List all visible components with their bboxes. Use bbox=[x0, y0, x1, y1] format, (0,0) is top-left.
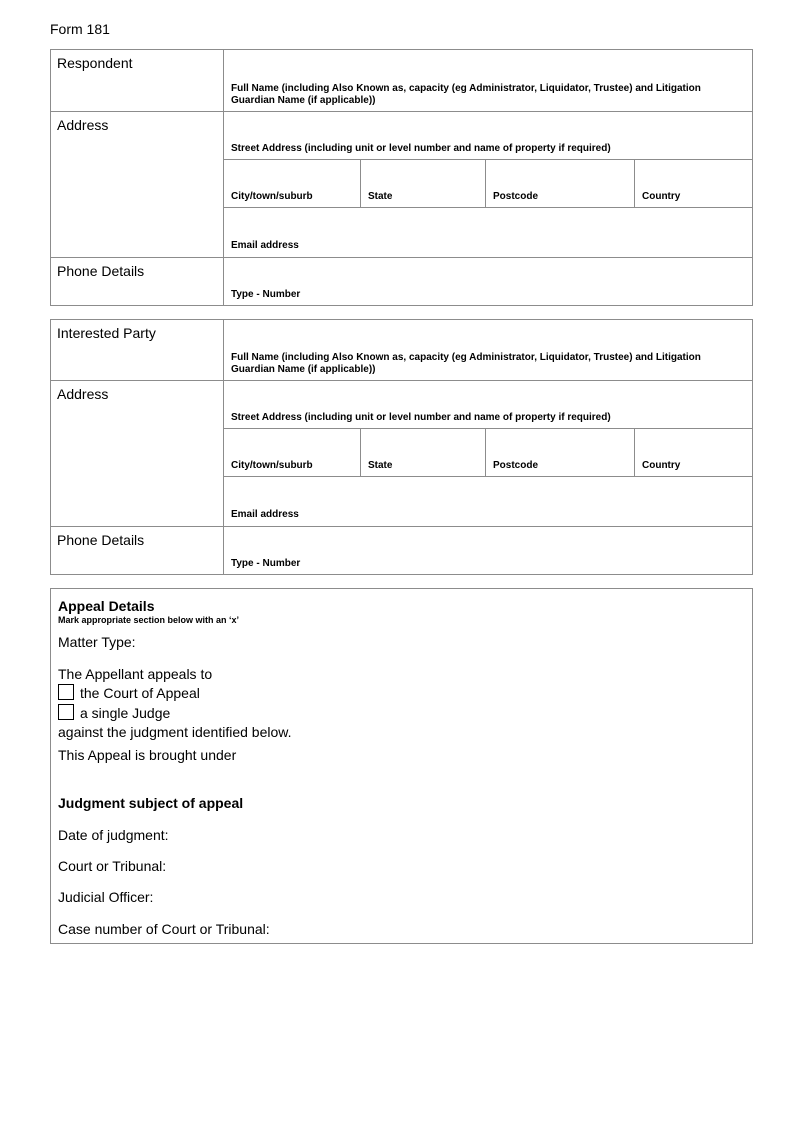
email-caption: Email address bbox=[231, 240, 299, 251]
matter-type-label[interactable]: Matter Type: bbox=[58, 634, 136, 650]
email-caption: Email address bbox=[231, 509, 299, 520]
interested-party-address-row bbox=[51, 381, 752, 527]
interested-party-name-row bbox=[51, 320, 752, 381]
postcode-field[interactable] bbox=[486, 429, 635, 476]
judicial-officer-label[interactable]: Judicial Officer: bbox=[58, 889, 154, 905]
state-caption: State bbox=[368, 460, 393, 471]
appeals-to-label: The Appellant appeals to bbox=[58, 666, 213, 682]
appeal-details-section bbox=[50, 588, 753, 944]
city-field[interactable] bbox=[224, 160, 361, 207]
postcode-field[interactable] bbox=[486, 160, 635, 207]
address-label: Address bbox=[51, 112, 224, 257]
single-judge-label: a single Judge bbox=[80, 705, 171, 721]
respondent-name-field[interactable] bbox=[224, 50, 752, 111]
city-field[interactable] bbox=[224, 429, 361, 476]
interested-party-name-field[interactable] bbox=[224, 320, 752, 380]
phone-caption: Type - Number bbox=[231, 289, 301, 300]
street-address-field[interactable] bbox=[224, 112, 752, 160]
brought-under-label[interactable]: This Appeal is brought under bbox=[58, 747, 237, 763]
street-address-field[interactable] bbox=[224, 381, 752, 429]
postcode-caption: Postcode bbox=[493, 191, 539, 202]
street-address-caption: Street Address (including unit or level number and name of property if required) bbox=[231, 143, 611, 154]
mark-instruction: Mark appropriate section below with an ‘x’ bbox=[58, 615, 240, 625]
full-name-caption: Full Name (including Also Known as, capacity (eg Administrator, Liquidator, Trustee) and Litigation Guardian Name (if applicable)) bbox=[231, 83, 701, 106]
respondent-label: Respondent bbox=[51, 50, 224, 111]
form-number: Form 181 bbox=[50, 21, 110, 37]
state-caption: State bbox=[368, 191, 393, 202]
respondent-name-row bbox=[51, 50, 752, 112]
full-name-caption: Full Name (including Also Known as, capacity (eg Administrator, Liquidator, Trustee) and Litigation Guardian Name (if applicable)) bbox=[231, 352, 701, 375]
phone-caption: Type - Number bbox=[231, 558, 301, 569]
city-caption: City/town/suburb bbox=[231, 191, 313, 202]
email-field[interactable] bbox=[224, 477, 752, 525]
email-field[interactable] bbox=[224, 208, 752, 256]
phone-label: Phone Details bbox=[51, 527, 224, 574]
phone-label: Phone Details bbox=[51, 258, 224, 305]
state-field[interactable] bbox=[361, 160, 486, 207]
appeal-details-heading: Appeal Details bbox=[58, 598, 155, 614]
respondent-section bbox=[50, 49, 753, 306]
interested-party-section bbox=[50, 319, 753, 575]
country-field[interactable] bbox=[635, 160, 752, 207]
court-of-appeal-label: the Court of Appeal bbox=[80, 685, 200, 701]
interested-party-phone-row bbox=[51, 527, 752, 574]
respondent-phone-row bbox=[51, 258, 752, 305]
address-label: Address bbox=[51, 381, 224, 526]
against-judgment-text: against the judgment identified below. bbox=[58, 724, 292, 740]
date-of-judgment-label[interactable]: Date of judgment: bbox=[58, 827, 169, 843]
country-field[interactable] bbox=[635, 429, 752, 476]
country-caption: Country bbox=[642, 460, 681, 471]
state-field[interactable] bbox=[361, 429, 486, 476]
court-or-tribunal-label[interactable]: Court or Tribunal: bbox=[58, 858, 167, 874]
phone-field[interactable] bbox=[224, 527, 752, 574]
street-address-caption: Street Address (including unit or level number and name of property if required) bbox=[231, 412, 611, 423]
postcode-caption: Postcode bbox=[493, 460, 539, 471]
interested-party-label: Interested Party bbox=[51, 320, 224, 380]
city-caption: City/town/suburb bbox=[231, 460, 313, 471]
court-of-appeal-checkbox[interactable] bbox=[58, 684, 74, 700]
phone-field[interactable] bbox=[224, 258, 752, 305]
respondent-address-row bbox=[51, 112, 752, 258]
judgment-subject-heading: Judgment subject of appeal bbox=[58, 795, 244, 811]
case-number-label[interactable]: Case number of Court or Tribunal: bbox=[58, 921, 270, 937]
country-caption: Country bbox=[642, 191, 681, 202]
single-judge-checkbox[interactable] bbox=[58, 704, 74, 720]
